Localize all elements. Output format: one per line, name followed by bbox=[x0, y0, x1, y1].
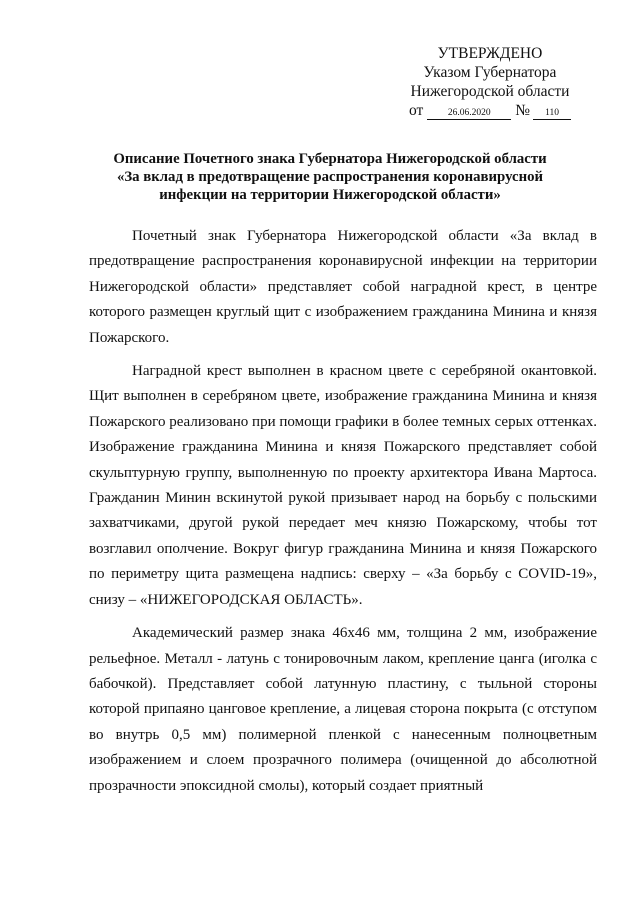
approval-authority: Указом Губернатора bbox=[423, 64, 557, 81]
approval-heading: УТВЕРЖДЕНО bbox=[437, 45, 543, 62]
approval-date-line bbox=[390, 101, 590, 120]
paragraph-1: Почетный знак Губернатора Нижегородской области «За вклад в предотвращение распространения коронавирусной инфекции на территории Нижегородской области» представляет собой наградной крест, в центре которого размещен круглый щит с изображением гражданина Минина и князя Пожарского. bbox=[89, 228, 597, 346]
title-line-3: инфекции на территории Нижегородской области» bbox=[159, 187, 501, 203]
title-line-1: Описание Почетного знака Губернатора Нижегородской области bbox=[113, 151, 547, 167]
approval-from-label: от bbox=[408, 102, 424, 119]
paragraph-2: Наградной крест выполнен в красном цвете с серебряной окантовкой. Щит выполнен в серебряном цвете, изображение гражданина Минина и князя Пожарского реализовано при помощи графики в более темных серых оттенках. Изображение гражданина Минина и князя Пожарского представляет собой скульптурную группу, выполненную по проекту архитектора Ивана Мартоса. Гражданин Минин вскинутой рукой призывает народ на борьбу с польскими захватчиками, другой рукой передает меч князю Пожарскому, чтобы тот возглавил ополчение. Вокруг фигур гражданина Минина и князя Пожарского по периметру щита размещена надпись: сверху – «За борьбу с COVID-19», снизу – «НИЖЕГОРОДСКАЯ ОБЛАСТЬ». bbox=[89, 363, 597, 608]
document-title bbox=[80, 150, 580, 204]
approval-number: 110 bbox=[533, 107, 571, 120]
document-body bbox=[89, 224, 597, 799]
approval-stamp bbox=[390, 44, 590, 120]
paragraph-3: Академический размер знака 46х46 мм, толщина 2 мм, изображение рельефное. Металл - латунь с тонировочным лаком, крепление цанга (иголка с бабочкой). Представляет собой латунную пластину, с тыльной стороны которой припаяно цанговое крепление, а лицевая сторона покрыта (с отступом во внутрь 0,5 мм) полимерной пленкой с нанесенным полноцветным изображением и слоем прозрачного полимера (очищенной до абсолютной прозрачности эпоксидной смолы), который создает приятный bbox=[89, 625, 597, 794]
title-line-2: «За вклад в предотвращение распространения коронавирусной bbox=[116, 169, 544, 185]
approval-region: Нижегородской области bbox=[410, 83, 570, 100]
approval-number-label: № bbox=[515, 102, 531, 119]
approval-date: 26.06.2020 bbox=[427, 107, 511, 120]
